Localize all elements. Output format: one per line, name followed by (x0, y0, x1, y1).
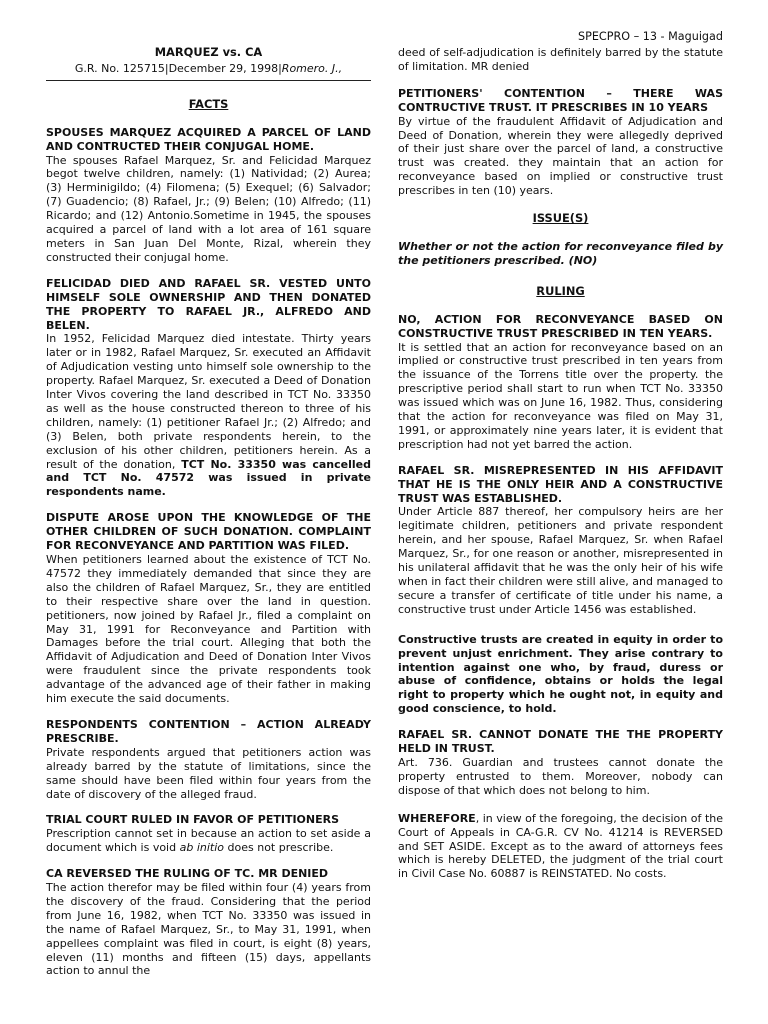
facts-section-6 (46, 867, 371, 978)
continued-text: deed of self-adjudication is definitely barred by the statute of limitation. MR denied (398, 46, 723, 73)
section-body: When petitioners learned about the existence of TCT No. 47572 they immediately demanded that since they are also the children of Rafael Marquez, Sr., they are entitled to their respective share over the land in question. petitioners, now joined by Rafael Jr., filed a complaint on May 31, 1991 for Reconveyance and Partition with Damages before the trial court. Alleging that both the Affidavit of Adjudication and Deed of Donation Inter Vivos were fraudulent since the private respondents took advantage of the advanced age of their father in making him execute the said documents. (46, 553, 371, 706)
section-body-italic: ab initio (179, 841, 225, 855)
right-column (398, 46, 723, 893)
page-header: SPECPRO – 13 - Maguigad (577, 30, 723, 43)
section-body (46, 827, 371, 855)
case-citation-text: G.R. No. 125715|December 29, 1998| (74, 61, 282, 75)
section-body-text: Prescription cannot set in because an action to set aside a document which is void (46, 827, 371, 855)
ruling-section-5 (398, 812, 723, 882)
section-heading: SPOUSES MARQUEZ ACQUIRED A PARCEL OF LAND AND CONTRUCTED THEIR CONJUGAL HOME. (46, 125, 371, 153)
section-body-text: does not prescribe. (224, 841, 334, 855)
section-body-text: In 1952, Felicidad Marquez died intestate. Thirty years later or in 1982, Rafael Marquez, Sr. executed an Affidavit of Adjudication vesting unto himself sole ownership to the property. Rafael Marquez, Sr. executed a Deed of Donation Inter Vivos covering the land described in TCT No. 33350 as well as the house constructed thereon to three of his children, namely: (1) petitioner Rafael Jr.; (2) Alfredo; and (3) Belen, both private respondents herein, to the exclusion of his other children, petitioners herein. As a result of the donation, (46, 332, 371, 471)
section-heading: DISPUTE AROSE UPON THE KNOWLEDGE OF THE OTHER CHILDREN OF SUCH DONATION. COMPLAINT FOR RECONVEYANCE AND PARTITION WAS FILED. (46, 511, 371, 553)
ruling-section-3 (398, 633, 723, 716)
section-body: Art. 736. Guardian and trustees cannot donate the property entrusted to them. Moreover, nobody can dispose of that which does not belong to him. (398, 755, 723, 797)
facts-section-4 (46, 718, 371, 801)
petitioners-contention (398, 87, 723, 198)
ruling-section-4 (398, 728, 723, 798)
section-body: By virtue of the fraudulent Affidavit of Adjudication and Deed of Donation, wherein they were allegedly deprived of their just share over the parcel of land, a constructive trust was created. they maintain that an action for reconveyance based on implied or constructive trust prescribes in ten (10) years. (398, 114, 723, 198)
case-title: MARQUEZ vs. CA (154, 45, 263, 59)
section-body-bold: Constructive trusts are created in equity in order to prevent unjust enrichment. They arise contrary to intention against one who, by fraud, duress or abuse of confidence, obtains or holds the legal right to property which he ought not, in equity and good conscience, to hold. (398, 632, 723, 716)
issues-title: ISSUE(S) (532, 211, 589, 226)
ruling-section-1 (398, 313, 723, 452)
section-body (398, 812, 723, 882)
facts-section-2 (46, 277, 371, 500)
case-citation-author: Romero. J., (281, 61, 343, 75)
section-body: Under Article 887 thereof, her compulsory heirs are her legitimate children, petitioners and private respondent herein, and her spouse, Rafael Marquez, Sr. when Rafael Marquez, Sr., for one reason or another, misrepresented in his unilateral affidavit that he was the only heir of his wife when in fact their children were still alive, and managed to secure a transfer of certificate of title under his name, a constructive trust under Article 1456 was established. (398, 505, 723, 616)
facts-section-5 (46, 813, 371, 855)
section-heading: CA REVERSED THE RULING OF TC. MR DENIED (46, 867, 329, 881)
section-body: The spouses Rafael Marquez, Sr. and Felicidad Marquez begot twelve children, namely: (1) Natividad; (2) Aurea; (3) Herminigildo; (4) Filomena; (5) Exequel; (6) Salvador; (7) Guadencio; (8) Rafael, Jr.; (9) Belen; (10) Alfredo; (11) Ricardo; and (12) Antonio.Sometime in 1945, the spouses acquired a parcel of land with a lot area of 161 square meters in San Juan Del Monte, Rizal, wherein they constructed their conjugal home. (46, 153, 371, 264)
case-citation (46, 62, 371, 81)
section-body-bold: TCT No. 33350 was cancelled and TCT No. 47572 was issued in private respondents name. (46, 457, 371, 499)
section-heading: NO, ACTION FOR RECONVEYANCE BASED ON CONSTRUCTIVE TRUST PRESCRIBED IN TEN YEARS. (398, 312, 723, 340)
facts-section-1 (46, 126, 371, 265)
section-body: The action therefor may be filed within four (4) years from the discovery of the fraud. Considering that the period from June 16, 1982, when TCT No. 33350 was issued in the name of Rafael Marquez, Sr., to May 31, 1991, when appellees complaint was filed in court, is eight (8) years, eleven (11) months and fifteen (15) days, appellants action to annul the (46, 881, 371, 978)
ruling-section-2 (398, 464, 723, 617)
section-heading: RAFAEL SR. MISREPRESENTED IN HIS AFFIDAVIT THAT HE IS THE ONLY HEIR AND A CONSTRUCTIVE TRUST WAS ESTABLISHED. (398, 463, 723, 505)
section-body (46, 332, 371, 499)
ruling-title: RULING (536, 283, 585, 298)
facts-title: FACTS (188, 96, 229, 111)
section-heading: PETITIONERS' CONTENTION – THERE WAS CONTRUCTIVE TRUST. IT PRESCRIBES IN 10 YEARS (398, 86, 723, 114)
section-heading: FELICIDAD DIED AND RAFAEL SR. VESTED UNTO HIMSELF SOLE OWNERSHIP AND THEN DONATED THE PROPERTY TO RAFAEL JR., ALFREDO AND BELEN. (46, 276, 371, 332)
section-body: It is settled that an action for reconveyance based on an implied or constructive trust prescribed in ten years from the issuance of the Torrens title over the property. the prescriptive period shall start to run when TCT No. 33350 was issued which was on June 16, 1982. Thus, considering that the action for reconveyance was filed on May 31, 1991, or approximately nine years later, it is evident that prescription had not yet barred the action. (398, 340, 723, 451)
section-body-text: , in view of the foregoing, the decision of the Court of Appeals in CA-G.R. CV No. 41214 is REVERSED and SET ASIDE. Except as to the award of attorneys fees which is hereby DELETED, the judgment of the trial court in Civil Case No. 60887 is REINSTATED. No costs. (398, 811, 723, 881)
left-column (46, 46, 371, 990)
section-heading: RAFAEL SR. CANNOT DONATE THE THE PROPERTY HELD IN TRUST. (398, 728, 723, 756)
section-heading: TRIAL COURT RULED IN FAVOR OF PETITIONERS (46, 813, 340, 827)
section-heading: RESPONDENTS CONTENTION – ACTION ALREADY PRESCRIBE. (46, 717, 371, 745)
section-body-bold: WHEREFORE (398, 811, 476, 825)
issue-text: Whether or not the action for reconveyance filed by the petitioners prescribed. (NO) (398, 239, 723, 267)
facts-section-3 (46, 511, 371, 706)
section-body: Private respondents argued that petitioners action was already barred by the statute of limitations, since the same should have been filed within four years from the date of discovery of the alleged fraud. (46, 745, 371, 801)
